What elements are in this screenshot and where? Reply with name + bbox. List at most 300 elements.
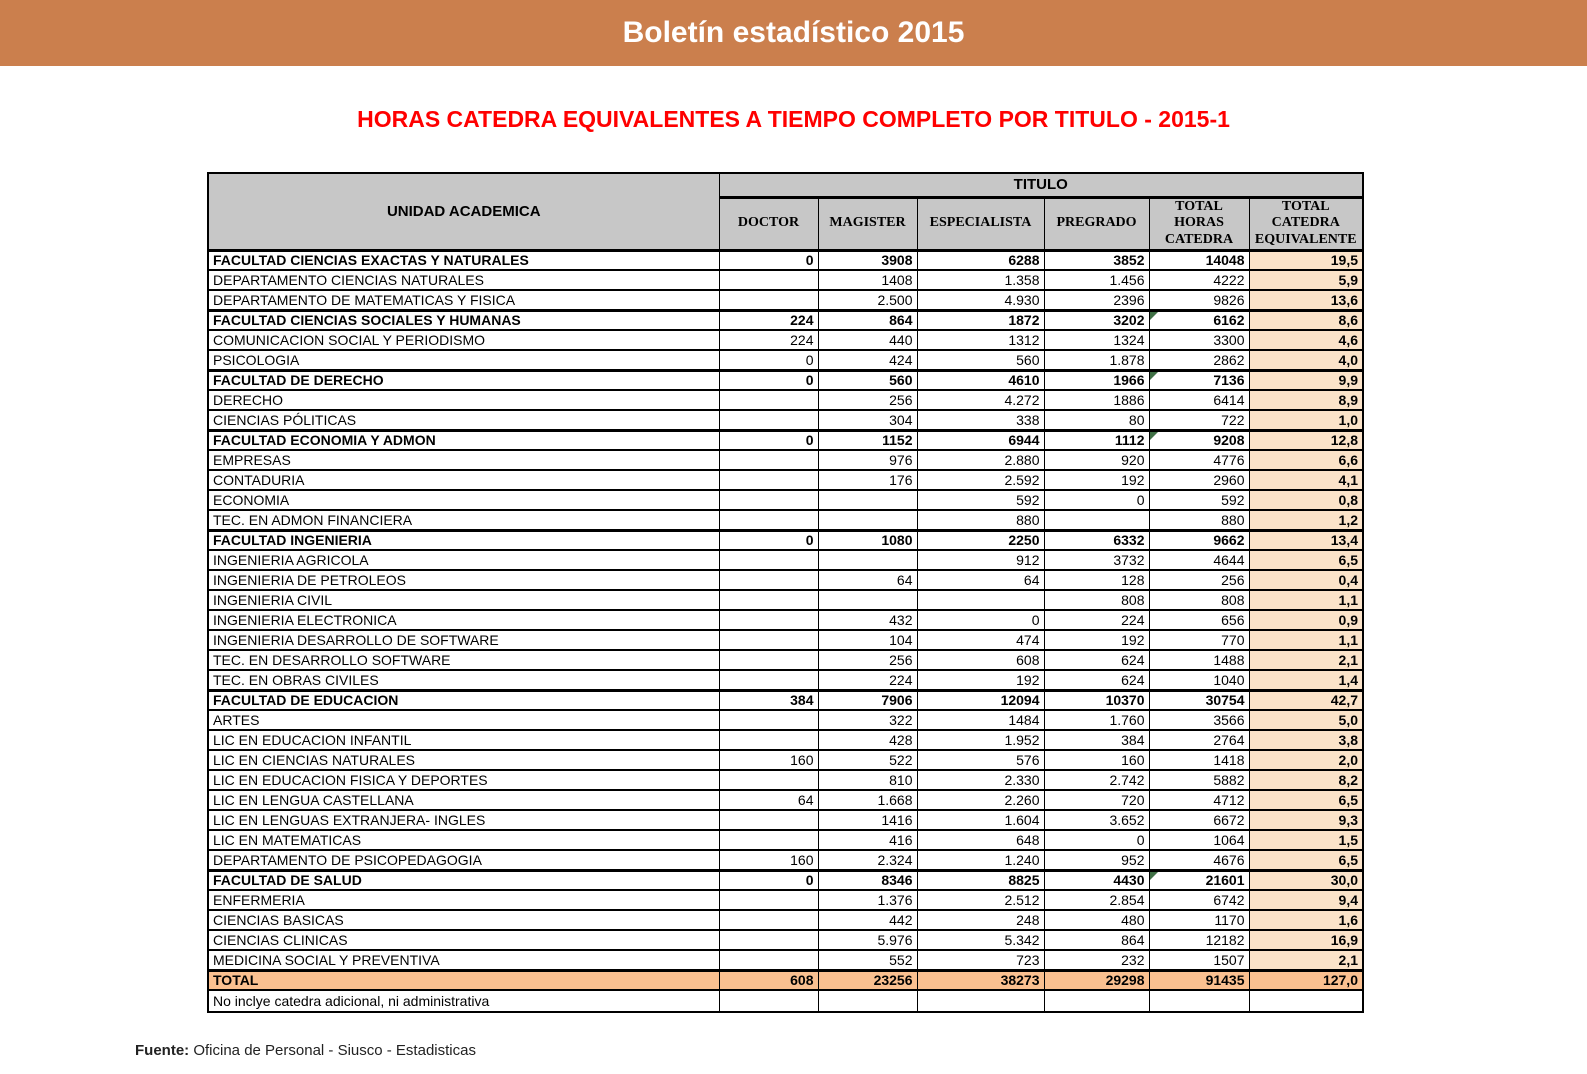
value-cell: 8,6	[1249, 310, 1363, 330]
value-cell	[719, 410, 818, 430]
table-row	[208, 530, 1363, 550]
table-row	[208, 890, 1363, 910]
value-cell: 256	[1149, 570, 1249, 590]
col-header-total-horas: TOTAL HORAS CATEDRA	[1149, 197, 1249, 250]
unit-name-cell: INGENIERIA DESARROLLO DE SOFTWARE	[208, 630, 719, 650]
total-value-cell: 608	[719, 970, 818, 990]
report-title: HORAS CATEDRA EQUIVALENTES A TIEMPO COMPLETO POR TITULO - 2015-1	[357, 106, 1230, 132]
value-cell: 1170	[1149, 910, 1249, 930]
value-cell: 480	[1044, 910, 1149, 930]
table-row	[208, 910, 1363, 930]
value-cell	[719, 950, 818, 970]
value-cell: 1080	[818, 530, 917, 550]
unit-name-cell: INGENIERIA CIVIL	[208, 590, 719, 610]
value-cell: 1324	[1044, 330, 1149, 350]
value-cell: 442	[818, 910, 917, 930]
table-row	[208, 450, 1363, 470]
value-cell: 224	[719, 330, 818, 350]
table-row	[208, 950, 1363, 970]
value-cell: 64	[818, 570, 917, 590]
header-row-titulo	[208, 173, 1363, 197]
table-row	[208, 850, 1363, 870]
value-cell: 192	[1044, 470, 1149, 490]
value-cell: 1040	[1149, 670, 1249, 690]
value-cell: 6162	[1149, 310, 1249, 330]
value-cell: 1152	[818, 430, 917, 450]
value-cell: 4,1	[1249, 470, 1363, 490]
value-cell	[719, 550, 818, 570]
table-row	[208, 470, 1363, 490]
value-cell: 4,6	[1249, 330, 1363, 350]
table-row	[208, 830, 1363, 850]
value-cell: 1,5	[1249, 830, 1363, 850]
value-cell: 4676	[1149, 850, 1249, 870]
value-cell: 1,6	[1249, 910, 1363, 930]
unit-name-cell: PSICOLOGIA	[208, 350, 719, 370]
value-cell: 864	[1044, 930, 1149, 950]
value-cell: 4776	[1149, 450, 1249, 470]
table-row	[208, 750, 1363, 770]
value-cell: 474	[917, 630, 1044, 650]
value-cell: 2.880	[917, 450, 1044, 470]
unit-name-cell: LIC EN EDUCACION FISICA Y DEPORTES	[208, 770, 719, 790]
value-cell: 224	[1044, 610, 1149, 630]
unit-name-cell: TEC. EN ADMON FINANCIERA	[208, 510, 719, 530]
value-cell: 656	[1149, 610, 1249, 630]
value-cell	[719, 770, 818, 790]
value-cell: 4.272	[917, 390, 1044, 410]
unit-name-cell: DEPARTAMENTO DE MATEMATICAS Y FISICA	[208, 290, 719, 310]
total-label-cell: TOTAL	[208, 970, 719, 990]
col-header-doctor: DOCTOR	[719, 197, 818, 250]
value-cell: 1.878	[1044, 350, 1149, 370]
value-cell	[719, 830, 818, 850]
table-row	[208, 490, 1363, 510]
value-cell: 1.376	[818, 890, 917, 910]
value-cell: 224	[818, 670, 917, 690]
value-cell: 6414	[1149, 390, 1249, 410]
value-cell: 560	[917, 350, 1044, 370]
value-cell: 4610	[917, 370, 1044, 390]
unit-name-cell: FACULTAD CIENCIAS EXACTAS Y NATURALES	[208, 250, 719, 270]
value-cell: 9,4	[1249, 890, 1363, 910]
value-cell: 338	[917, 410, 1044, 430]
value-cell: 2396	[1044, 290, 1149, 310]
footnote-cell: No inclye catedra adicional, ni administrativa	[208, 990, 719, 1012]
value-cell: 880	[917, 510, 1044, 530]
unit-name-cell: ARTES	[208, 710, 719, 730]
value-cell: 6332	[1044, 530, 1149, 550]
value-cell	[818, 510, 917, 530]
value-cell: 3300	[1149, 330, 1249, 350]
value-cell: 248	[917, 910, 1044, 930]
value-cell: 0	[719, 870, 818, 890]
value-cell	[818, 550, 917, 570]
unit-name-cell: FACULTAD DE EDUCACION	[208, 690, 719, 710]
value-cell: 12094	[917, 690, 1044, 710]
value-cell	[719, 590, 818, 610]
footnote-empty-cell	[1149, 990, 1249, 1012]
value-cell: 160	[1044, 750, 1149, 770]
value-cell: 30754	[1149, 690, 1249, 710]
value-cell: 30,0	[1249, 870, 1363, 890]
value-cell	[719, 570, 818, 590]
unit-name-cell: DEPARTAMENTO CIENCIAS NATURALES	[208, 270, 719, 290]
table-row	[208, 430, 1363, 450]
value-cell: 808	[1044, 590, 1149, 610]
value-cell: 232	[1044, 950, 1149, 970]
value-cell: 9826	[1149, 290, 1249, 310]
value-cell: 3908	[818, 250, 917, 270]
value-cell: 432	[818, 610, 917, 630]
value-cell: 160	[719, 750, 818, 770]
total-row	[208, 970, 1363, 990]
value-cell: 176	[818, 470, 917, 490]
value-cell: 1507	[1149, 950, 1249, 970]
source-text: Oficina de Personal - Siusco - Estadisticas	[189, 1042, 476, 1059]
value-cell: 0	[1044, 490, 1149, 510]
value-cell: 5.342	[917, 930, 1044, 950]
table-row	[208, 350, 1363, 370]
total-value-cell: 23256	[818, 970, 917, 990]
value-cell: 416	[818, 830, 917, 850]
value-cell	[719, 670, 818, 690]
value-cell	[719, 270, 818, 290]
statistics-table	[207, 172, 1364, 1013]
value-cell: 6944	[917, 430, 1044, 450]
value-cell: 1,1	[1249, 630, 1363, 650]
unit-name-cell: FACULTAD ECONOMIA Y ADMON	[208, 430, 719, 450]
value-cell: 5.976	[818, 930, 917, 950]
value-cell: 1408	[818, 270, 917, 290]
unit-name-cell: LIC EN CIENCIAS NATURALES	[208, 750, 719, 770]
value-cell: 1.456	[1044, 270, 1149, 290]
value-cell: 1.604	[917, 810, 1044, 830]
value-cell: 1312	[917, 330, 1044, 350]
value-cell: 6,5	[1249, 850, 1363, 870]
comment-indicator-icon	[1150, 312, 1158, 320]
value-cell	[917, 590, 1044, 610]
value-cell: 256	[818, 390, 917, 410]
value-cell: 1.358	[917, 270, 1044, 290]
value-cell	[719, 610, 818, 630]
footnote-empty-cell	[917, 990, 1044, 1012]
value-cell: 1.668	[818, 790, 917, 810]
value-cell: 13,4	[1249, 530, 1363, 550]
value-cell: 592	[917, 490, 1044, 510]
table-row	[208, 770, 1363, 790]
col-header-unidad-academica: UNIDAD ACADEMICA	[208, 173, 719, 250]
unit-name-cell: LIC EN MATEMATICAS	[208, 830, 719, 850]
value-cell: 104	[818, 630, 917, 650]
value-cell: 2764	[1149, 730, 1249, 750]
value-cell: 6,6	[1249, 450, 1363, 470]
value-cell: 576	[917, 750, 1044, 770]
value-cell: 864	[818, 310, 917, 330]
value-cell: 1872	[917, 310, 1044, 330]
value-cell: 0	[719, 350, 818, 370]
value-cell: 6,5	[1249, 790, 1363, 810]
value-cell: 0	[917, 610, 1044, 630]
value-cell: 624	[1044, 650, 1149, 670]
value-cell: 440	[818, 330, 917, 350]
value-cell: 0	[719, 530, 818, 550]
value-cell: 19,5	[1249, 250, 1363, 270]
value-cell: 1112	[1044, 430, 1149, 450]
value-cell: 2862	[1149, 350, 1249, 370]
unit-name-cell: LIC EN LENGUAS EXTRANJERA- INGLES	[208, 810, 719, 830]
table-row	[208, 870, 1363, 890]
value-cell: 8346	[818, 870, 917, 890]
col-header-titulo: TITULO	[719, 173, 1363, 197]
total-value-cell: 38273	[917, 970, 1044, 990]
value-cell	[719, 810, 818, 830]
table-row	[208, 710, 1363, 730]
value-cell: 2.512	[917, 890, 1044, 910]
value-cell: 4430	[1044, 870, 1149, 890]
value-cell: 608	[917, 650, 1044, 670]
table-row	[208, 510, 1363, 530]
unit-name-cell: MEDICINA SOCIAL Y PREVENTIVA	[208, 950, 719, 970]
value-cell: 6,5	[1249, 550, 1363, 570]
table-row	[208, 330, 1363, 350]
value-cell: 560	[818, 370, 917, 390]
col-header-especialista: ESPECIALISTA	[917, 197, 1044, 250]
value-cell: 0,4	[1249, 570, 1363, 590]
table-row	[208, 250, 1363, 270]
value-cell: 1064	[1149, 830, 1249, 850]
unit-name-cell: TEC. EN DESARROLLO SOFTWARE	[208, 650, 719, 670]
value-cell: 770	[1149, 630, 1249, 650]
statistics-table-container	[207, 172, 1364, 1013]
unit-name-cell: CIENCIAS BASICAS	[208, 910, 719, 930]
value-cell: 4,0	[1249, 350, 1363, 370]
value-cell: 4712	[1149, 790, 1249, 810]
value-cell: 10370	[1044, 690, 1149, 710]
value-cell: 1,4	[1249, 670, 1363, 690]
value-cell: 976	[818, 450, 917, 470]
value-cell: 192	[917, 670, 1044, 690]
value-cell: 224	[719, 310, 818, 330]
unit-name-cell: DEPARTAMENTO DE PSICOPEDAGOGIA	[208, 850, 719, 870]
total-value-cell: 91435	[1149, 970, 1249, 990]
unit-name-cell: INGENIERIA ELECTRONICA	[208, 610, 719, 630]
value-cell: 4222	[1149, 270, 1249, 290]
comment-indicator-icon	[1150, 372, 1158, 380]
table-row	[208, 690, 1363, 710]
value-cell: 304	[818, 410, 917, 430]
value-cell: 3852	[1044, 250, 1149, 270]
total-value-cell: 29298	[1044, 970, 1149, 990]
value-cell: 0	[1044, 830, 1149, 850]
value-cell: 3732	[1044, 550, 1149, 570]
table-row	[208, 390, 1363, 410]
value-cell: 64	[917, 570, 1044, 590]
value-cell: 12,8	[1249, 430, 1363, 450]
unit-name-cell: INGENIERIA AGRICOLA	[208, 550, 719, 570]
value-cell: 384	[719, 690, 818, 710]
value-cell: 1418	[1149, 750, 1249, 770]
value-cell: 2250	[917, 530, 1044, 550]
value-cell: 2.854	[1044, 890, 1149, 910]
value-cell: 5,0	[1249, 710, 1363, 730]
value-cell: 428	[818, 730, 917, 750]
value-cell	[719, 890, 818, 910]
value-cell: 2,1	[1249, 650, 1363, 670]
value-cell	[1044, 510, 1149, 530]
value-cell: 2.324	[818, 850, 917, 870]
unit-name-cell: LIC EN EDUCACION INFANTIL	[208, 730, 719, 750]
value-cell: 0,9	[1249, 610, 1363, 630]
table-row	[208, 370, 1363, 390]
footnote-empty-cell	[1249, 990, 1363, 1012]
value-cell: 2.330	[917, 770, 1044, 790]
value-cell: 1484	[917, 710, 1044, 730]
table-row	[208, 270, 1363, 290]
value-cell: 384	[1044, 730, 1149, 750]
value-cell	[719, 470, 818, 490]
value-cell: 952	[1044, 850, 1149, 870]
value-cell: 592	[1149, 490, 1249, 510]
value-cell: 3,8	[1249, 730, 1363, 750]
value-cell: 1488	[1149, 650, 1249, 670]
value-cell: 4644	[1149, 550, 1249, 570]
value-cell: 1416	[818, 810, 917, 830]
value-cell: 808	[1149, 590, 1249, 610]
value-cell	[719, 390, 818, 410]
total-value-cell: 127,0	[1249, 970, 1363, 990]
value-cell: 2,0	[1249, 750, 1363, 770]
value-cell: 9208	[1149, 430, 1249, 450]
value-cell	[719, 490, 818, 510]
value-cell: 0	[719, 430, 818, 450]
comment-indicator-icon	[1150, 432, 1158, 440]
table-row	[208, 810, 1363, 830]
value-cell: 13,6	[1249, 290, 1363, 310]
value-cell: 552	[818, 950, 917, 970]
value-cell	[719, 510, 818, 530]
value-cell: 1,1	[1249, 590, 1363, 610]
value-cell: 9,9	[1249, 370, 1363, 390]
banner	[0, 0, 1587, 66]
unit-name-cell: COMUNICACION SOCIAL Y PERIODISMO	[208, 330, 719, 350]
value-cell: 1886	[1044, 390, 1149, 410]
footnote-empty-cell	[719, 990, 818, 1012]
value-cell: 5,9	[1249, 270, 1363, 290]
value-cell: 3.652	[1044, 810, 1149, 830]
value-cell: 1966	[1044, 370, 1149, 390]
table-row	[208, 570, 1363, 590]
value-cell: 880	[1149, 510, 1249, 530]
value-cell: 42,7	[1249, 690, 1363, 710]
value-cell: 8825	[917, 870, 1044, 890]
value-cell: 722	[1149, 410, 1249, 430]
value-cell	[719, 290, 818, 310]
value-cell: 0	[719, 370, 818, 390]
value-cell: 2.500	[818, 290, 917, 310]
col-header-total-equivalente: TOTAL CATEDRA EQUIVALENTE	[1249, 197, 1363, 250]
footnote-empty-cell	[818, 990, 917, 1012]
unit-name-cell: EMPRESAS	[208, 450, 719, 470]
value-cell: 624	[1044, 670, 1149, 690]
table-row	[208, 410, 1363, 430]
value-cell: 0,8	[1249, 490, 1363, 510]
value-cell	[719, 650, 818, 670]
value-cell: 7136	[1149, 370, 1249, 390]
value-cell: 522	[818, 750, 917, 770]
value-cell: 2.260	[917, 790, 1044, 810]
value-cell: 7906	[818, 690, 917, 710]
value-cell: 256	[818, 650, 917, 670]
table-row	[208, 790, 1363, 810]
value-cell: 810	[818, 770, 917, 790]
value-cell: 6672	[1149, 810, 1249, 830]
value-cell: 12182	[1149, 930, 1249, 950]
unit-name-cell: TEC. EN OBRAS CIVILES	[208, 670, 719, 690]
value-cell: 424	[818, 350, 917, 370]
unit-name-cell: ECONOMIA	[208, 490, 719, 510]
value-cell: 1.760	[1044, 710, 1149, 730]
value-cell: 4.930	[917, 290, 1044, 310]
unit-name-cell: ENFERMERIA	[208, 890, 719, 910]
value-cell: 14048	[1149, 250, 1249, 270]
value-cell	[719, 930, 818, 950]
unit-name-cell: FACULTAD DE SALUD	[208, 870, 719, 890]
unit-name-cell: FACULTAD CIENCIAS SOCIALES Y HUMANAS	[208, 310, 719, 330]
table-row	[208, 310, 1363, 330]
footnote-empty-cell	[1044, 990, 1149, 1012]
value-cell: 8,9	[1249, 390, 1363, 410]
value-cell: 2,1	[1249, 950, 1363, 970]
source-label: Fuente:	[135, 1042, 190, 1059]
unit-name-cell: DERECHO	[208, 390, 719, 410]
table-row	[208, 630, 1363, 650]
source-note	[135, 1042, 476, 1059]
unit-name-cell: INGENIERIA DE PETROLEOS	[208, 570, 719, 590]
unit-name-cell: FACULTAD DE DERECHO	[208, 370, 719, 390]
value-cell: 64	[719, 790, 818, 810]
value-cell: 1,0	[1249, 410, 1363, 430]
unit-name-cell: CIENCIAS PÓLITICAS	[208, 410, 719, 430]
value-cell: 648	[917, 830, 1044, 850]
value-cell: 3202	[1044, 310, 1149, 330]
value-cell: 723	[917, 950, 1044, 970]
value-cell: 6742	[1149, 890, 1249, 910]
value-cell	[818, 590, 917, 610]
value-cell: 1.240	[917, 850, 1044, 870]
value-cell: 16,9	[1249, 930, 1363, 950]
value-cell: 1,2	[1249, 510, 1363, 530]
value-cell: 3566	[1149, 710, 1249, 730]
table-row	[208, 590, 1363, 610]
table-row	[208, 670, 1363, 690]
value-cell	[719, 630, 818, 650]
value-cell: 6288	[917, 250, 1044, 270]
unit-name-cell: LIC EN LENGUA CASTELLANA	[208, 790, 719, 810]
value-cell: 9662	[1149, 530, 1249, 550]
bulletin-title: Boletín estadístico 2015	[622, 16, 965, 49]
footnote-row	[208, 990, 1363, 1012]
comment-indicator-icon	[1150, 872, 1158, 880]
table-row	[208, 610, 1363, 630]
value-cell: 128	[1044, 570, 1149, 590]
value-cell: 21601	[1149, 870, 1249, 890]
value-cell	[719, 910, 818, 930]
value-cell: 192	[1044, 630, 1149, 650]
value-cell: 8,2	[1249, 770, 1363, 790]
table-row	[208, 730, 1363, 750]
value-cell: 2.592	[917, 470, 1044, 490]
